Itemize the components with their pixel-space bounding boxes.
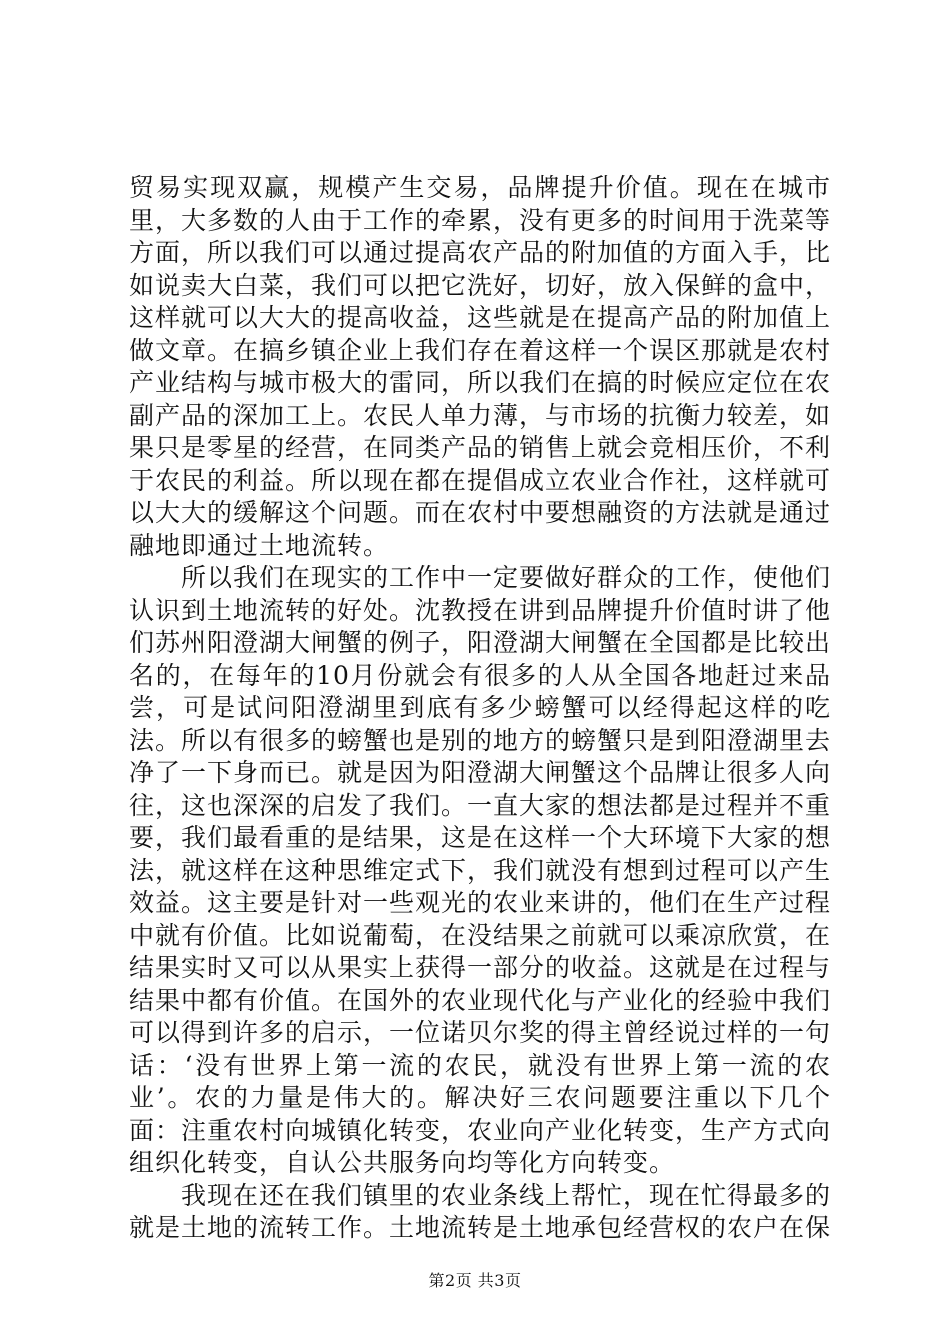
paragraph-3: 我现在还在我们镇里的农业条线上帮忙，现在忙得最多的就是土地的流转工作。土地流转是土地承包经营权的农户在保 <box>129 1180 832 1242</box>
paragraph-1: 贸易实现双赢，规模产生交易，品牌提升价值。现在在城市里，大多数的人由于工作的牵累，没有更多的时间用于洗菜等方面，所以我们可以通过提高农产品的附加值的方面入手，比如说卖大白菜，我们可以把它洗好，切好，放入保鲜的盒中，这样就可以大大的提高收益，这些就是在提高产品的附加值上做文章。在搞乡镇企业上我们存在着这样一个误区那就是农村产业结构与城市极大的雷同，所以我们在搞的时候应定位在农副产品的深加工上。农民人单力薄，与市场的抗衡力较差，如果只是零星的经营，在同类产品的销售上就会竞相压价，不利于农民的利益。所以现在都在提倡成立农业合作社，这样就可以大大的缓解这个问题。而在农村中要想融资的方法就是通过融地即通过土地流转。 <box>129 173 832 560</box>
paragraph-2: 所以我们在现实的工作中一定要做好群众的工作，使他们认识到土地流转的好处。沈教授在讲到品牌提升价值时讲了他们苏州阳澄湖大闸蟹的例子，阳澄湖大闸蟹在全国都是比较出名的，在每年的10月份就会有很多的人从全国各地赶过来品尝，可是试问阳澄湖里到底有多少螃蟹可以经得起这样的吃法。所以有很多的螃蟹也是别的地方的螃蟹只是到阳澄湖里去净了一下身而已。就是因为阳澄湖大闸蟹这个品牌让很多人向往，这也深深的启发了我们。一直大家的想法都是过程并不重要，我们最看重的是结果，这是在这样一个大环境下大家的想法，就这样在这种思维定式下，我们就没有想到过程可以产生效益。这主要是针对一些观光的农业来讲的，他们在生产过程中就有价值。比如说葡萄，在没结果之前就可以乘凉欣赏，在结果实时又可以从果实上获得一部分的收益。这就是在过程与结果中都有价值。在国外的农业现代化与产业化的经验中我们可以得到许多的启示，一位诺贝尔奖的得主曾经说过样的一句话：‘没有世界上第一流的农民，就没有世界上第一流的农业’。农的力量是伟大的。解决好三农问题要注重以下几个面：注重农村向城镇化转变，农业向产业化转变，生产方式向组织化转变，自认公共服务向均等化方向转变。 <box>129 563 832 1177</box>
body-text <box>129 172 831 1245</box>
page-number-footer: 第2页 共3页 <box>428 1271 522 1290</box>
